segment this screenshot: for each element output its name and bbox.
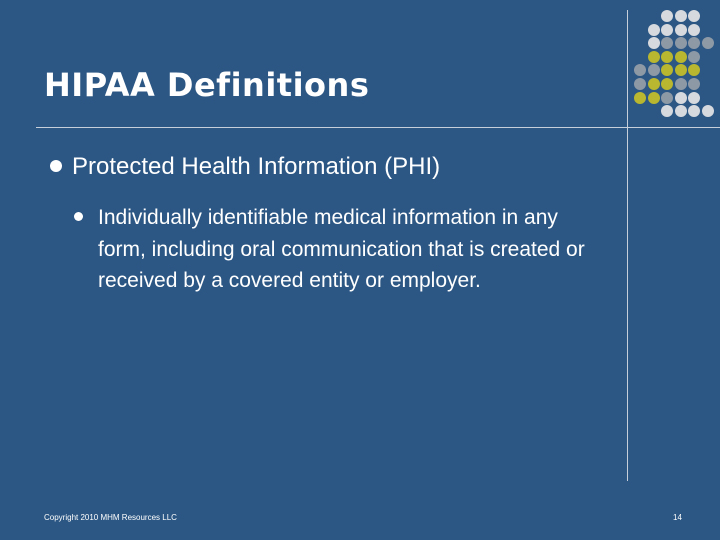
bullet-level2	[74, 202, 594, 297]
footer-copyright: Copyright 2010 MHM Resources LLC	[44, 513, 177, 522]
bullet-level1	[50, 150, 440, 184]
decorative-dot	[648, 24, 660, 36]
decorative-dot	[688, 10, 700, 22]
decorative-dot	[648, 78, 660, 90]
bullet-dot-icon	[50, 160, 62, 172]
decorative-dot	[675, 78, 687, 90]
decorative-dot	[648, 64, 660, 76]
bullet-level2-text: Individually identifiable medical information in any form, including oral communication that is created or received by a covered entity or employer.	[98, 206, 585, 292]
decorative-dot	[688, 64, 700, 76]
decorative-dot	[648, 37, 660, 49]
decorative-dot	[688, 24, 700, 36]
decorative-dot	[688, 37, 700, 49]
decorative-dot	[634, 92, 646, 104]
vertical-divider	[627, 10, 628, 481]
decorative-dot	[661, 51, 673, 63]
decorative-dot	[702, 105, 714, 117]
decorative-dot	[661, 64, 673, 76]
decorative-dot	[648, 92, 660, 104]
decorative-dot	[634, 64, 646, 76]
decorative-dot	[648, 51, 660, 63]
bullet-dot-icon	[74, 212, 83, 221]
decorative-dot	[702, 37, 714, 49]
decorative-dot	[675, 37, 687, 49]
decorative-dot	[675, 105, 687, 117]
decorative-dot	[634, 78, 646, 90]
decorative-dot	[661, 78, 673, 90]
decorative-dot	[688, 51, 700, 63]
bullet-level1-text: Protected Health Information (PHI)	[72, 153, 441, 180]
slide-title: HIPAA Definitions	[44, 66, 370, 104]
decorative-dot	[688, 92, 700, 104]
decorative-dot	[675, 92, 687, 104]
decorative-dot	[688, 105, 700, 117]
decorative-dot	[675, 10, 687, 22]
decorative-dot	[675, 51, 687, 63]
footer-page-number: 14	[673, 513, 682, 522]
decorative-dot	[661, 10, 673, 22]
title-underline	[36, 127, 720, 128]
decorative-dot	[661, 105, 673, 117]
decorative-dot-grid	[634, 10, 720, 120]
decorative-dot	[688, 78, 700, 90]
decorative-dot	[675, 24, 687, 36]
decorative-dot	[675, 64, 687, 76]
decorative-dot	[661, 24, 673, 36]
decorative-dot	[661, 92, 673, 104]
decorative-dot	[661, 37, 673, 49]
